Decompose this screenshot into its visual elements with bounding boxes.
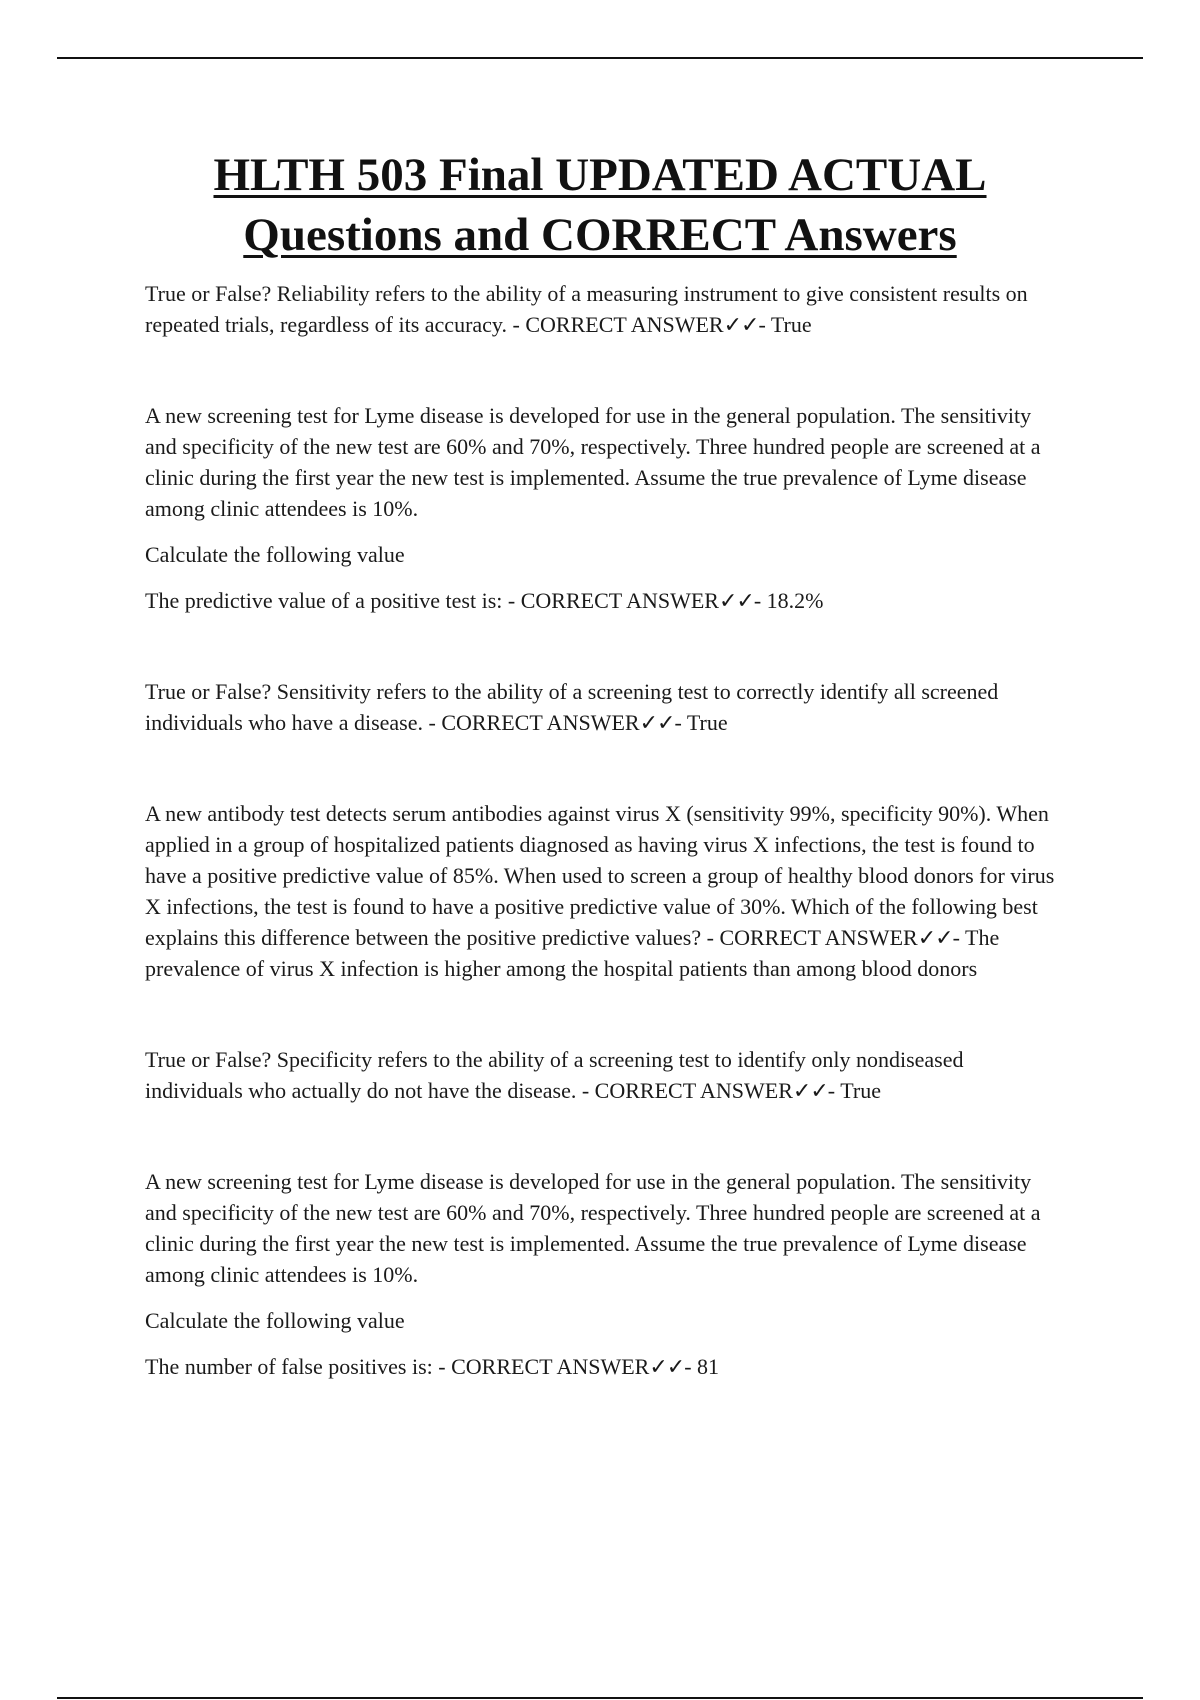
- answer-separator: -: [674, 710, 687, 735]
- question-text: [145, 1351, 1065, 1382]
- double-checkmark-icon: ✓✓: [649, 1354, 685, 1379]
- question-line: The number of false positives is:: [145, 1354, 433, 1379]
- question-text: [145, 1044, 1065, 1106]
- answer-prefix: - CORRECT ANSWER: [701, 925, 918, 950]
- qa-item: [145, 676, 1065, 738]
- title-line-2: Questions and CORRECT Answers: [243, 209, 957, 261]
- question-text: [145, 585, 1065, 616]
- question-text: [145, 278, 1065, 340]
- answer-text: True: [686, 710, 728, 735]
- qa-item: [145, 400, 1065, 616]
- question-context: [145, 1305, 1065, 1336]
- question-text: [145, 798, 1065, 984]
- answer-text: 18.2%: [766, 588, 824, 613]
- question-line: A new screening test for Lyme disease is developed for use in the general population. The sensitivity and specificity of the new test are 60% and 70%, respectively. Three hundred people are screened at a clinic during the first year the new test is implemented. Assume the true prevalence of Lyme disease among clinic attendees is 10%.: [145, 403, 1041, 521]
- double-checkmark-icon: ✓✓: [917, 925, 953, 950]
- answer-text: True: [770, 312, 812, 337]
- double-checkmark-icon: ✓✓: [639, 710, 675, 735]
- answer-prefix: - CORRECT ANSWER: [507, 312, 724, 337]
- top-rule: [57, 57, 1143, 59]
- double-checkmark-icon: ✓✓: [723, 312, 759, 337]
- question-line: Calculate the following value: [145, 542, 405, 567]
- answer-prefix: - CORRECT ANSWER: [576, 1078, 793, 1103]
- qa-item: [145, 1044, 1065, 1106]
- answer-separator: -: [952, 925, 965, 950]
- answer-prefix: - CORRECT ANSWER: [502, 588, 719, 613]
- double-checkmark-icon: ✓✓: [718, 588, 754, 613]
- answer-prefix: - CORRECT ANSWER: [423, 710, 640, 735]
- document-title: [100, 145, 1100, 265]
- qa-item: [145, 798, 1065, 984]
- answer-separator: -: [684, 1354, 698, 1379]
- answer-separator: -: [827, 1078, 841, 1103]
- question-line: A new screening test for Lyme disease is developed for use in the general population. The sensitivity and specificity of the new test are 60% and 70%, respectively. Three hundred people are screened at a clinic during the first year the new test is implemented. Assume the true prevalence of Lyme disease among clinic attendees is 10%.: [145, 1169, 1041, 1287]
- answer-text: The prevalence of virus X infection is higher among the hospital patients than among blood donors: [145, 925, 1000, 981]
- answer-separator: -: [758, 312, 771, 337]
- answer-separator: -: [753, 588, 767, 613]
- title-line-1: HLTH 503 Final UPDATED ACTUAL: [213, 149, 987, 201]
- question-text: [145, 676, 1065, 738]
- question-context: [145, 400, 1065, 524]
- question-line: True or False? Sensitivity refers to the ability of a screening test to correctly identify all screened individuals who have a disease.: [145, 679, 999, 735]
- answer-text: 81: [697, 1354, 720, 1379]
- qa-item: [145, 1166, 1065, 1382]
- question-line: Calculate the following value: [145, 1308, 405, 1333]
- question-context: [145, 1166, 1065, 1290]
- question-context: [145, 539, 1065, 570]
- question-line: The predictive value of a positive test is:: [145, 588, 503, 613]
- question-line: A new antibody test detects serum antibodies against virus X (sensitivity 99%, specificity 90%). When applied in a group of hospitalized patients diagnosed as having virus X infections, the test is found to have a positive predictive value of 85%. When used to screen a group of healthy blood donors for virus X infections, the test is found to have a positive predictive value of 30%. Which of the following best explains this difference between the positive predictive values?: [145, 801, 1055, 950]
- question-line: True or False? Reliability refers to the ability of a measuring instrument to give consistent results on repeated trials, regardless of its accuracy.: [145, 281, 1028, 337]
- bottom-rule: [57, 1697, 1143, 1699]
- qa-list: [145, 278, 1065, 1442]
- answer-prefix: - CORRECT ANSWER: [432, 1354, 650, 1379]
- answer-text: True: [840, 1078, 881, 1103]
- double-checkmark-icon: ✓✓: [792, 1078, 828, 1103]
- qa-item: [145, 278, 1065, 340]
- question-line: True or False? Specificity refers to the ability of a screening test to identify only nondiseased individuals who actually do not have the disease.: [145, 1047, 964, 1103]
